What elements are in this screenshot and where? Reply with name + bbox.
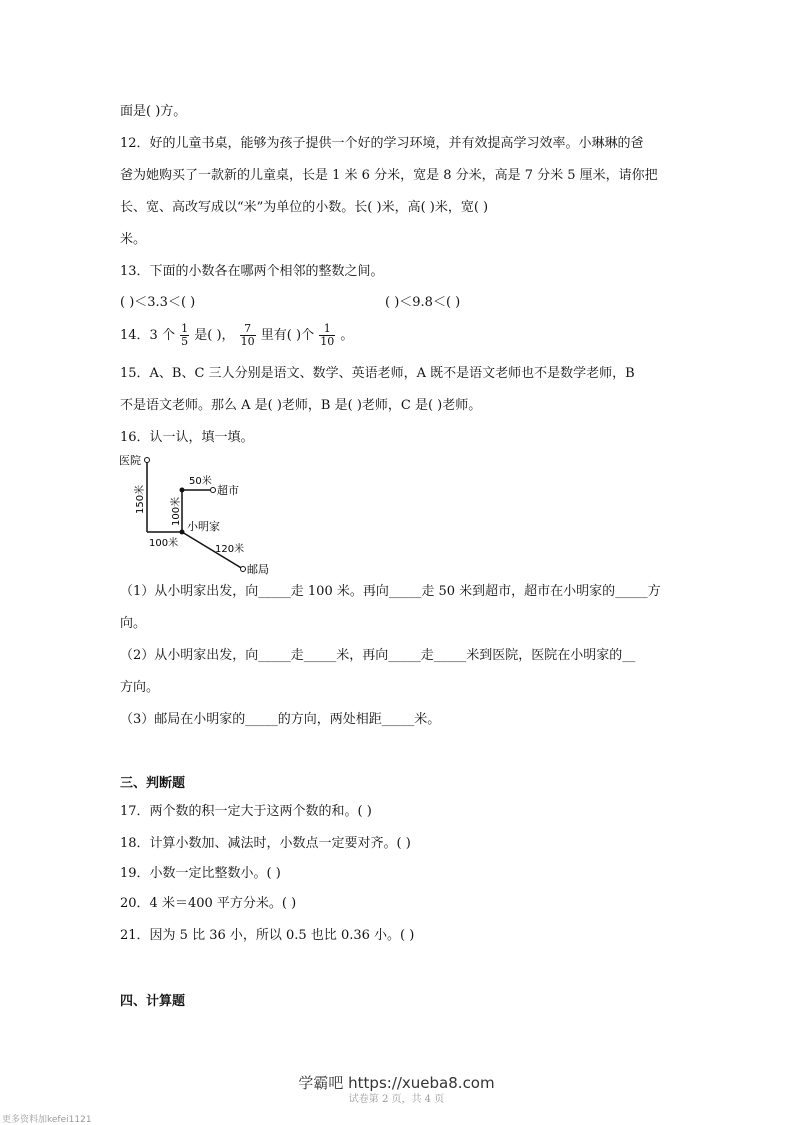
q12-line3: 长、宽、高改写成以“米”为单位的小数。长( )米，高( )米，宽( ) (120, 200, 489, 215)
supermarket-point (211, 488, 216, 493)
q14-line (120, 320, 353, 352)
q17: 17．两个数的积一定大于这两个数的和。( ) (120, 804, 372, 819)
q16-sub2-line2: 方向。 (120, 680, 160, 695)
hospital-label: 医院 (119, 454, 141, 467)
q13-blank-b: ( )＜9.8＜( ) (385, 295, 461, 310)
q14-part3: 里有( )个 (260, 328, 315, 343)
q12-line2: 爸为她购买了一款新的儿童桌，长是 1 米 6 分米，宽是 8 分米，高是 7 分米 5 厘米，请你把 (120, 168, 658, 183)
distance-50-label: 50米 (189, 476, 212, 487)
q16-sub2-line1: （2）从小明家出发，向_____走_____米，再向_____走_____米到医院，医院在小明家的__ (120, 648, 636, 663)
turn-point (180, 488, 185, 493)
q16-prompt: 16．认一认，填一填。 (120, 430, 254, 445)
watermark-url: 学霸吧 https://xueba8.com (298, 1074, 495, 1092)
q20: 20．4 米＝400 平方分米。( ) (120, 896, 297, 911)
q12-line4: 米。 (120, 232, 147, 247)
q14-part1: 14．3 个 (120, 328, 175, 343)
distance-150-label: 150米 (135, 484, 146, 514)
side-note: 更多资料加kefei1121 (2, 1115, 92, 1125)
q12-line1: 12．好的儿童书桌，能够为孩子提供一个好的学习环境，并有效提高学习效率。小琳琳的爸 (120, 136, 644, 151)
page-number: 试卷第 2 页，共 4 页 (348, 1094, 445, 1105)
q21: 21．因为 5 比 36 小，所以 0.5 也比 0.36 小。( ) (120, 928, 415, 943)
q19: 19．小数一定比整数小。( ) (120, 866, 281, 881)
q15-line1: 15．A、B、C 三人分别是语文、数学、英语老师，A 既不是语文老师也不是数学老师，B (120, 366, 635, 381)
post-office-point (241, 567, 246, 572)
home-label: 小明家 (187, 520, 220, 533)
line-prev-answer: 面是( )方。 (120, 104, 187, 119)
supermarket-label: 超市 (217, 484, 239, 497)
q16-sub1-line1: （1）从小明家出发，向_____走 100 米。再向_____走 50 米到超市，超市在小明家的_____方 (120, 584, 661, 599)
hospital-point (145, 458, 150, 463)
q14-part2: 是( )， (194, 328, 235, 343)
fraction-1-5: $\frac{1}{5}$ (181, 322, 189, 348)
distance-120-label: 120米 (215, 544, 245, 555)
q13-prompt: 13．下面的小数各在哪两个相邻的整数之间。 (120, 264, 384, 279)
section-heading-judgement: 三、判断题 (120, 776, 186, 791)
fraction-7-10: $\frac{7}{10}$ (240, 322, 255, 348)
fraction-1-10: $\frac{1}{10}$ (320, 322, 335, 348)
post-office-label: 邮局 (247, 563, 269, 576)
q13-blank-a: ( )＜3.3＜( ) (120, 295, 196, 310)
home-point (180, 530, 185, 535)
q15-line2: 不是语文老师。那么 A 是( )老师，B 是( )老师，C 是( )老师。 (120, 398, 482, 413)
q16-sub1-line2: 向。 (120, 616, 147, 631)
section-heading-calculation: 四、计算题 (120, 994, 186, 1009)
distance-100v-label: 100米 (171, 496, 182, 526)
q14-part4: 。 (340, 328, 354, 343)
direction-map (115, 450, 275, 580)
q18: 18．计算小数加、减法时，小数点一定要对齐。( ) (120, 836, 411, 851)
q16-sub3: （3）邮局在小明家的_____的方向，两处相距_____米。 (120, 712, 441, 727)
distance-100h-label: 100米 (149, 538, 179, 549)
